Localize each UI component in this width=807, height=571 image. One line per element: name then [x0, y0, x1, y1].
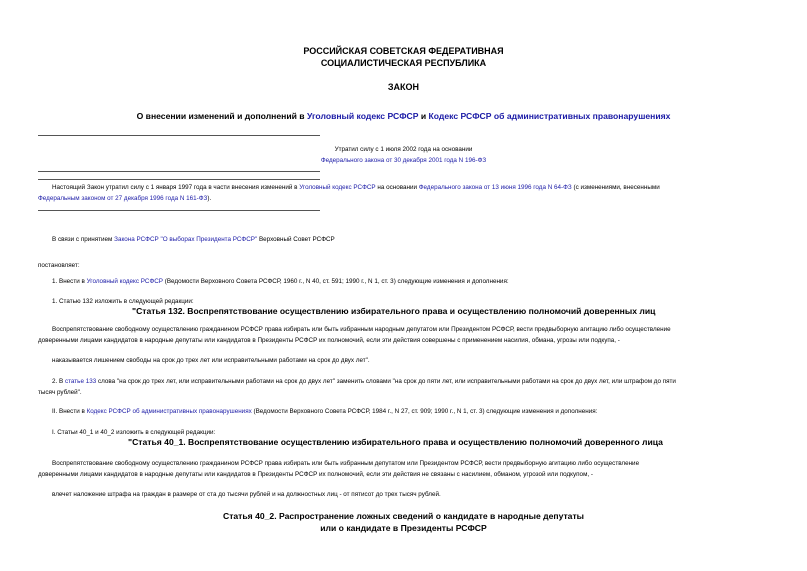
doc-type: ЗАКОН	[387, 82, 420, 92]
p2-link-article-133[interactable]: статье 133	[64, 378, 97, 385]
intro-paragraph	[52, 236, 335, 243]
notice-link-law-64[interactable]: Федерального закона от 13 июня 1996 года N 64-ФЗ	[418, 184, 572, 191]
intro-text-1: В связи с принятием	[52, 236, 115, 243]
status-line: Утратил силу с 1 июля 2002 года на основании	[334, 146, 473, 153]
paragraph-2	[52, 378, 676, 385]
title-text-1: О внесении изменений и дополнений в	[136, 111, 307, 121]
paragraph-1	[52, 278, 509, 285]
status-repeal-link[interactable]: Федерального закона от 30 декабря 2001 года N 196-ФЗ	[320, 157, 487, 164]
article-132-title: "Статья 132. Воспрепятствование осуществлению избирательного права и осуществлению полномочий доверенных лиц	[132, 306, 656, 316]
title-text-2: и	[418, 111, 429, 121]
article-40-1-line-2: доверенными лицами кандидатов в народные депутаты или кандидатов в Президенты РСФСР их полномочий, если эти действия не связаны с насилием, обманом, угрозой или подкупом, -	[38, 471, 593, 478]
pII-text-1: II. Внести в	[52, 408, 87, 415]
document-title	[0, 111, 807, 121]
header-line-1: РОССИЙСКАЯ СОВЕТСКАЯ ФЕДЕРАТИВНАЯ	[303, 46, 504, 56]
divider-top	[38, 135, 320, 136]
p1-text-1: 1. Внести в	[52, 278, 87, 285]
pII-text-2: (Ведомости Верховного Совета РСФСР, 1984 г., N 27, ст. 909; 1990 г., N 1, ст. 3) следующие изменения и дополнения:	[251, 408, 598, 415]
p2-text-2: слова "на срок до трех лет, или исправительными работами на срок до двух лет" заменить словами "на срок до пяти лет, или исправительными работами на срок до двух лет, или штрафом до пяти	[96, 378, 676, 385]
notice-text-2: на основании	[375, 184, 419, 191]
article-40-1-title: "Статья 40_1. Воспрепятствование осуществлению избирательного права и осуществлению полномочий доверенного лица	[128, 437, 663, 447]
notice-line-1	[52, 184, 660, 191]
notice-text-3: (с изменениями, внесенными	[571, 184, 660, 191]
article-132-line-2: доверенными лицами кандидатов в народные депутаты или кандидатов в Президенты РСФСР их полномочий, если эти действия совершены с применением насилия, обмана, угрозы или подкупа, -	[38, 337, 620, 344]
article-40-1-line-3: влечет наложение штрафа на граждан в размере от ста до тысячи рублей и на должностных лиц - от пятисот до трех тысяч рублей.	[52, 491, 441, 498]
intro-link-presidential-law[interactable]: Закона РСФСР "О выборах Президента РСФСР"	[114, 236, 258, 243]
pII-link-admin-code[interactable]: Кодекс РСФСР об административных правонарушениях	[86, 408, 252, 415]
p1-item: 1. Статью 132 изложить в следующей редакции:	[52, 298, 194, 305]
p1-text-2: (Ведомости Верховного Совета РСФСР, 1960 г., N 40, ст. 591; 1990 г., N 1, ст. 3) следующие изменения и дополнения:	[162, 278, 509, 285]
notice-link-criminal-code[interactable]: Уголовный кодекс РСФСР	[299, 184, 376, 191]
article-132-line-3: наказывается лишением свободы на срок до трех лет или исправительными работами на срок до двух лет".	[52, 357, 370, 364]
article-132-line-1: Воспрепятствование свободному осуществлению гражданином РСФСР права избирать или быть избранным народным депутатом или Президентом РСФСР, вести предвыборную агитацию либо осуществление	[52, 326, 671, 333]
header-line-2: СОЦИАЛИСТИЧЕСКАЯ РЕСПУБЛИКА	[320, 58, 487, 68]
notice-link-law-161[interactable]: Федеральным законом от 27 декабря 1996 года N 161-ФЗ	[38, 195, 208, 202]
paragraph-II	[52, 408, 597, 415]
pII-item: I. Статьи 40_1 и 40_2 изложить в следующей редакции:	[52, 429, 216, 436]
p1-link-criminal-code[interactable]: Уголовный кодекс РСФСР	[86, 278, 163, 285]
divider-notice-top	[38, 179, 320, 180]
p2-text-1: 2. В	[52, 378, 65, 385]
notice-text-1: Настоящий Закон утратил силу с 1 января 1997 года в части внесения изменений в	[52, 184, 300, 191]
notice-text-4: ).	[207, 195, 212, 202]
intro-text-2: Верховный Совет РСФСР	[257, 236, 335, 243]
decree-word: постановляет:	[38, 262, 80, 269]
status-link	[0, 157, 807, 164]
divider-status	[38, 171, 320, 172]
article-40-1-line-1: Воспрепятствование свободному осуществлению гражданином РСФСР права избирать или быть избранным депутатом или Президентом РСФСР, вести предвыборную агитацию либо осуществление	[52, 460, 640, 467]
title-link-criminal-code[interactable]: Уголовный кодекс РСФСР	[306, 111, 419, 121]
notice-line-2	[38, 195, 211, 202]
paragraph-2-line-2: тысяч рублей".	[38, 389, 82, 396]
title-link-admin-code[interactable]: Кодекс РСФСР об административных правонарушениях	[428, 111, 671, 121]
article-40-2-title-line-2: или о кандидате в Президенты РСФСР	[320, 523, 487, 533]
article-40-2-title-line-1: Статья 40_2. Распространение ложных сведений о кандидате в народные депутаты	[222, 511, 585, 521]
divider-notice-bottom	[38, 210, 320, 211]
